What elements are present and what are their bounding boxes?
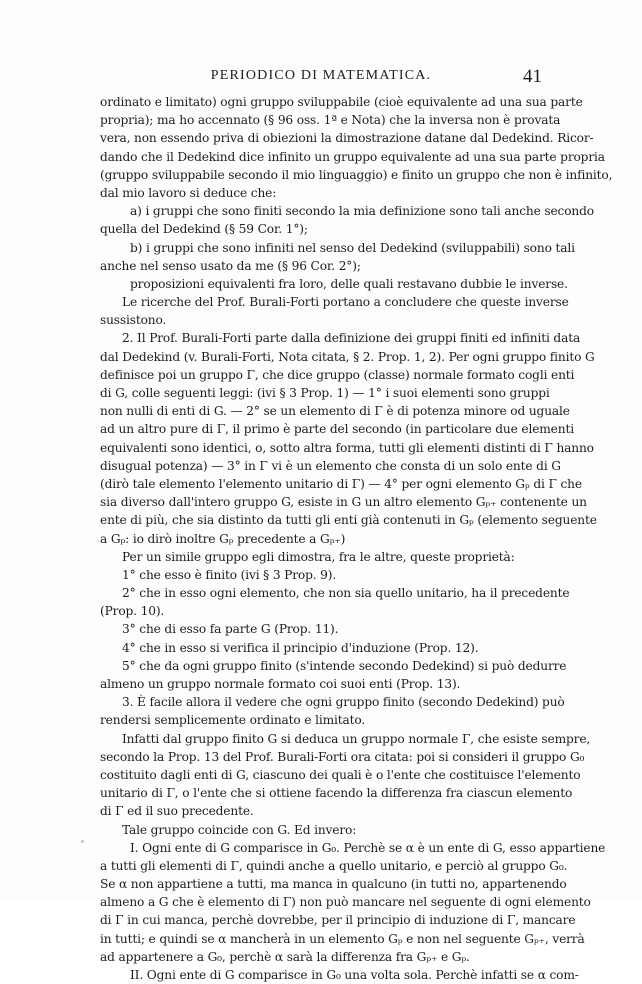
text-line: a) i gruppi che sono finiti secondo la mia definizione sono tali anche secondo [130, 204, 594, 219]
text-line: 3° che di esso fa parte G (Prop. 11). [122, 622, 339, 637]
text-line: Se α non appartiene a tutti, ma manca in qualcuno (in tutti no, appartenendo [100, 877, 567, 892]
text-line: Le ricerche del Prof. Burali-Forti portano a concludere che queste inverse [122, 295, 569, 310]
text-line: 1° che esso è finito (ivi § 3 Prop. 9). [122, 567, 337, 582]
text-line: di Γ ed il suo precedente. [100, 804, 254, 819]
text-line: ad appartenere a G₀, perchè α sarà la differenza fra Gₚ₊ e Gₚ. [100, 949, 470, 964]
text-line: quella del Dedekind (§ 59 Cor. 1°); [100, 222, 308, 237]
text-line: I. Ogni ente di G comparisce in G₀. Perchè se α è un ente di G, esso appartiene [130, 840, 606, 855]
text-line: 5° che da ogni gruppo finito (s'intende secondo Dedekind) si può dedurre [122, 658, 567, 673]
text-line: sussistono. [100, 313, 167, 328]
text-line: Infatti dal gruppo finito G si deduca un gruppo normale Γ, che esiste sempre, [122, 731, 591, 746]
text-line: (dirò tale elemento l'elemento unitario di Γ) — 4° per ogni elemento Gₚ di Γ che [100, 476, 582, 491]
running-head: PERIODICO DI MATEMATICA. [210, 68, 432, 83]
text-line: di Γ in cui manca, perchè dovrebbe, per il principio di induzione di Γ, mancare [100, 913, 576, 928]
text-line: ente di più, che sia distinto da tutti gli enti già contenuti in Gₚ (elemento seguente [100, 513, 597, 528]
text-line: di G, colle seguenti leggi: (ivi § 3 Prop. 1) — 1° i suoi elementi sono gruppi [100, 386, 550, 400]
text-line: propria); ma ho accennato (§ 96 oss. 1ª e Nota) che la inversa non è provata [100, 113, 561, 128]
text-line: unitario di Γ, o l'ente che si ottiene facendo la differenza fra ciascun elemento [100, 786, 573, 801]
text-line: Tale gruppo coincide con G. Ed invero: [122, 822, 357, 837]
text-line: Per un simile gruppo egli dimostra, fra le altre, queste proprietà: [122, 549, 515, 564]
scan-speck [81, 840, 84, 843]
body-text [100, 93, 613, 984]
text-line: costituito dagli enti di G, ciascuno dei quali è o l'ente che costituisce l'elemento [100, 767, 581, 782]
text-line: 3. È facile allora il vedere che ogni gruppo finito (secondo Dedekind) può [122, 695, 565, 710]
text-line: in tutti; e quindi se α mancherà in un elemento Gₚ e non nel seguente Gₚ₊, verrà [100, 931, 585, 946]
text-line: secondo la Prop. 13 del Prof. Burali-Forti ora citata: poi si consideri il gruppo G₀ [100, 749, 585, 764]
text-line: rendersi semplicemente ordinato e limitato. [100, 713, 366, 728]
text-line: a tutti gli elementi di Γ, quindi anche a quello unitario, e perciò al gruppo G₀. [100, 858, 568, 873]
text-line: 2° che in esso ogni elemento, che non sia quello unitario, ha il precedente [122, 586, 570, 601]
text-line: dal mio lavoro si deduce che: [100, 185, 277, 200]
text-line: 4° che in esso si verifica il principio d'induzione (Prop. 12). [122, 640, 479, 655]
text-line: (gruppo sviluppabile secondo il mio linguaggio) e finito un gruppo che non è infinito, [100, 167, 613, 182]
text-line: b) i gruppi che sono infiniti nel senso del Dedekind (sviluppabili) sono tali [130, 240, 575, 255]
page-number: 41 [523, 66, 542, 87]
text-line: dando che il Dedekind dice infinito un gruppo equivalente ad una sua parte propria [100, 149, 605, 164]
text-line: dal Dedekind (v. Burali-Forti, Nota citata, § 2. Prop. 1, 2). Per ogni gruppo finito G [100, 349, 595, 364]
text-line: II. Ogni ente di G comparisce in G₀ una volta sola. Perchè infatti se α com- [130, 968, 579, 982]
text-line: sia diverso dall'intero gruppo G, esiste in G un altro elemento Gₚ₊ contenente un [100, 495, 587, 510]
text-line: (Prop. 10). [100, 604, 165, 619]
text-line: non nulli di enti di G. — 2° se un elemento di Γ è di potenza minore od uguale [100, 404, 570, 419]
text-line: anche nel senso usato da me (§ 96 Cor. 2°); [100, 258, 361, 273]
text-line: a Gₚ: io dirò inoltre Gₚ precedente a Gₚ₊) [100, 531, 346, 546]
page-header [100, 66, 542, 90]
text-line: almeno a G che è elemento di Γ) non può mancare nel seguente di ogni elemento [100, 895, 591, 910]
text-line: disugual potenza) — 3° in Γ vi è un elemento che consta di un solo ente di G [100, 458, 561, 473]
text-line: 2. Il Prof. Burali-Forti parte dalla definizione dei gruppi finiti ed infiniti data [122, 331, 581, 346]
text-line: equivalenti sono identici, o, sotto altra forma, tutti gli elementi distinti di Γ hanno [100, 440, 594, 455]
text-line: almeno un gruppo normale formato coi suoi enti (Prop. 13). [100, 677, 461, 691]
text-line: ordinato e limitato) ogni gruppo sviluppabile (cioè equivalente ad una sua parte [100, 95, 583, 109]
text-line: ad un altro pure di Γ, il primo è parte del secondo (in particolare due elementi [100, 422, 574, 437]
text-line: proposizioni equivalenti fra loro, delle quali restavano dubbie le inverse. [130, 276, 568, 291]
text-line: definisce poi un gruppo Γ, che dice gruppo (classe) normale formato cogli enti [100, 367, 575, 382]
text-line: vera, non essendo priva di obiezioni la dimostrazione datane dal Dedekind. Ricor- [100, 131, 594, 146]
